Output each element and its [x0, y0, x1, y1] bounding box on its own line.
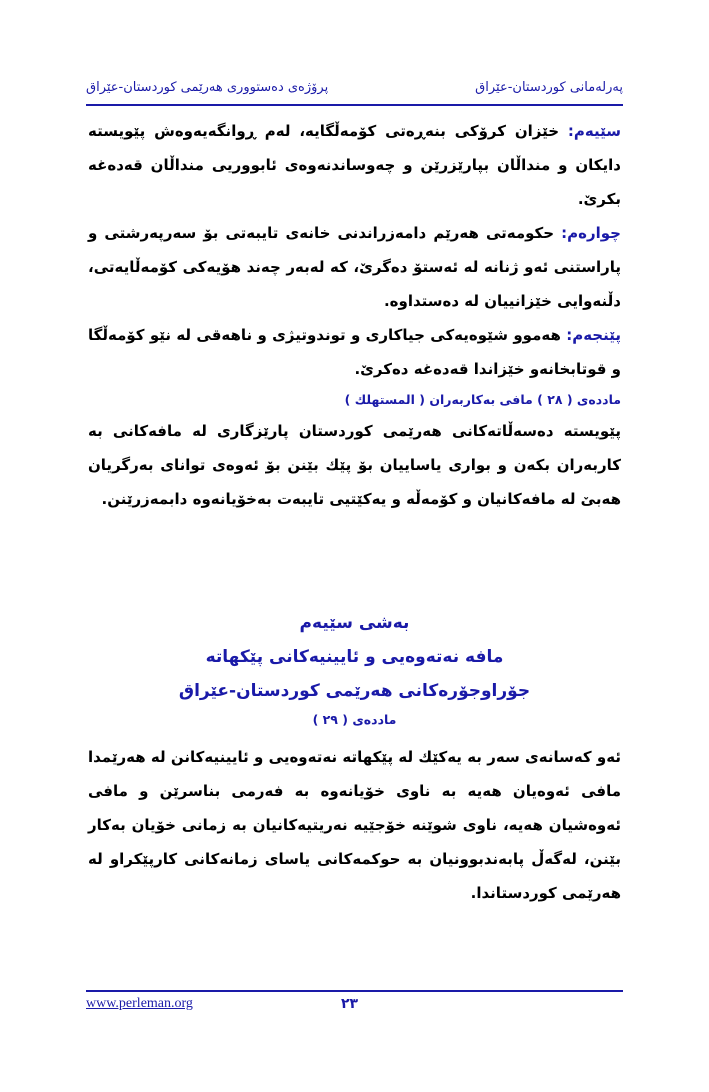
- article-28-heading: ماددەی ( ٢٨ ) مافی بەکاربەران ( المستهلك ): [344, 392, 621, 407]
- section-subtitle-2: جۆراوجۆرەکانی هەرێمی کوردستان-عێراق: [178, 681, 531, 701]
- article-29-text: ئەو کەسانەی سەر بە یەکێك لە پێکهاتە نەتەوەیی و ئایینیەکانن لە هەرێمدا مافی ئەوەیان هەیە بە ناوی خۆیانەوە بە فەرمی بناسرێن و مافی ئەوەشیان هەیە، ناوی شوێنە خۆجێیە نەریتیەکانیان بە زمانی خۆیان بەکار بێنن، لەگەڵ پابەندبوونیان بە حوکمەکانی یاسای زمانەکانی کارپێکراو لە هەرێمی کوردستاندا.: [88, 748, 621, 902]
- page-footer: [86, 996, 623, 1018]
- article-28-text: پێویستە دەسەڵاتەکانی هەرێمی کوردستان پارێزگاری لە مافەکانی بە کاربەران بکەن و بواری یاساییان بۆ پێك بێنن بۆ ئەوەی توانای بەرگریان هەبێ لە مافەکانیان و کۆمەڵە و یەکێتیی تایبەت بەخۆیانەوە دابمەزرێنن.: [88, 422, 621, 508]
- page-header: [86, 76, 623, 102]
- article-27-continuation: [88, 114, 621, 516]
- paragraph-label: چوارەم:: [561, 224, 621, 242]
- paragraph-fourth: [88, 216, 621, 318]
- header-constitution-title: پرۆژەی دەستووری هەرێمی کوردستان-عێراق: [86, 80, 329, 95]
- page-number: ٢٣: [341, 996, 359, 1012]
- paragraph-label: سێیەم:: [567, 122, 621, 140]
- paragraph-text: خێزان کرۆکی بنەڕەتی کۆمەڵگایە، لەم ڕوانگەیەوەش پێویستە دایکان و منداڵان بپارێزرێن و چەوساندنەوەی ئابووریی منداڵان قەدەغە بکرێ.: [88, 122, 621, 208]
- paragraph-text: هەموو شێوەیەکی جیاکاری و توندوتیژی و ناهەقی لە نێو کۆمەڵگا و قوتابخانەو خێزاندا قەدەغە دەکرێ.: [88, 326, 621, 378]
- section-subtitle-1: مافە نەتەوەیی و ئایینیەکانی پێکهاتە: [205, 647, 504, 667]
- paragraph-label: پێنجەم:: [566, 326, 621, 344]
- website-link[interactable]: www.perleman.org: [86, 996, 193, 1011]
- header-divider: [86, 104, 623, 106]
- paragraph-text: حکومەتی هەرێم دامەزراندنی خانەی تایبەتی بۆ سەرپەرشتی و پاراستنی ئەو ژنانە لە ئەستۆ دەگرێ، کە لەبەر چەند هۆیەکی کۆمەڵایەتی، دڵنەوایی خێزانییان لە دەستداوە.: [88, 224, 621, 310]
- paragraph-third: [88, 114, 621, 216]
- header-parliament-title: پەرلەمانی کوردستان-عێراق: [475, 80, 623, 95]
- article-29-heading: ماددەی ( ٢٩ ): [312, 712, 397, 727]
- section-three: [88, 606, 621, 910]
- footer-divider: [86, 990, 623, 992]
- paragraph-fifth: [88, 318, 621, 386]
- section-title: بەشی سێیەم: [299, 613, 410, 633]
